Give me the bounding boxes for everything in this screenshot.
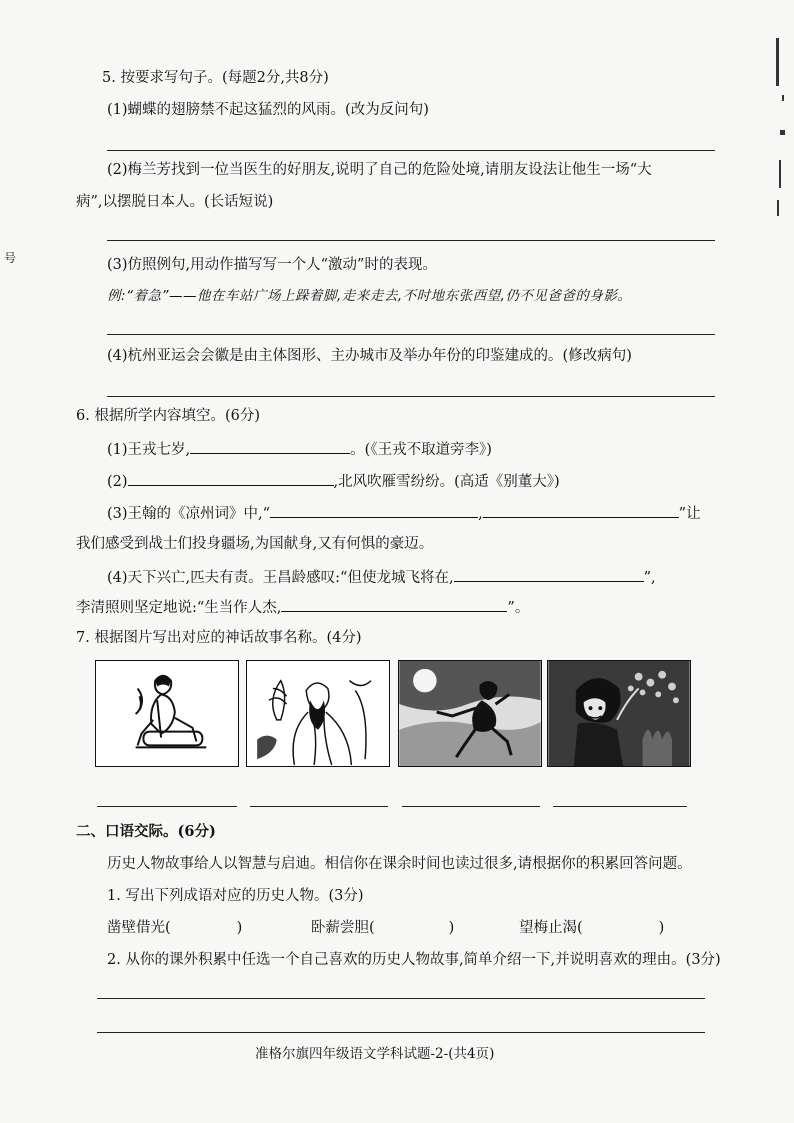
q6-l1-source: 。(《王戎不取道旁李》) bbox=[350, 442, 492, 458]
q6-l4d-end: ”。 bbox=[507, 600, 530, 616]
q5-title: 5. 按要求写句子。(每题2分,共8分) bbox=[102, 70, 329, 86]
right-margin-mark bbox=[779, 160, 781, 188]
blank[interactable] bbox=[454, 566, 644, 582]
q5-item-4: (4)杭州亚运会会徽是由主体图形、主办城市及举办年份的印鉴建成的。(修改病句) bbox=[107, 348, 632, 364]
blank[interactable] bbox=[270, 502, 478, 518]
section2-q2: 2. 从你的课外积累中任选一个自己喜欢的历史人物故事,简单介绍一下,并说明喜欢的理由。(3分) bbox=[107, 952, 721, 968]
q6-l3-end: ”让 bbox=[678, 506, 701, 522]
idiom-2-text: 卧薪尝胆( bbox=[311, 920, 375, 936]
q6-l3-text: (3)王翰的《凉州词》中,“ bbox=[107, 506, 271, 522]
picture-shennong-herbs bbox=[246, 660, 390, 767]
answer-line[interactable] bbox=[107, 396, 715, 397]
q6-title: 6. 根据所学内容填空。(6分) bbox=[76, 408, 260, 424]
picture-kuafu-chasing-sun bbox=[398, 660, 542, 767]
answer-line[interactable] bbox=[107, 240, 715, 241]
answer-line[interactable] bbox=[107, 334, 715, 335]
q6-line-4-cont bbox=[76, 596, 529, 618]
section2-title: 二、口语交际。(6分) bbox=[76, 823, 216, 840]
answer-line-picture-2[interactable] bbox=[250, 806, 388, 807]
idiom-1-close: ) bbox=[236, 920, 243, 936]
q6-l4c-text: 李清照则坚定地说:“生当作人杰, bbox=[76, 600, 282, 616]
right-margin-mark bbox=[776, 38, 779, 86]
q6-l2-source: ,北风吹雁雪纷纷。(高适《别董大》) bbox=[333, 474, 560, 490]
q6-l1-text: (1)王戎七岁, bbox=[107, 442, 191, 458]
q6-l4-end: ”, bbox=[643, 570, 656, 586]
margin-char: 号 bbox=[4, 251, 17, 265]
blank[interactable] bbox=[128, 470, 334, 486]
right-margin-mark bbox=[780, 130, 785, 135]
answer-line[interactable] bbox=[107, 150, 715, 151]
q5-item-2-cont: 病”,以摆脱日本人。(长话短说) bbox=[76, 194, 274, 210]
blank[interactable] bbox=[281, 596, 507, 612]
right-margin-mark bbox=[782, 95, 784, 101]
answer-line-picture-4[interactable] bbox=[553, 806, 687, 807]
q7-title: 7. 根据图片写出对应的神话故事名称。(4分) bbox=[76, 630, 362, 646]
idiom-2-close: ) bbox=[448, 920, 455, 936]
q6-line-1 bbox=[107, 438, 492, 460]
answer-line-picture-1[interactable] bbox=[97, 806, 237, 807]
q6-line-3-cont: 我们感受到战士们投身疆场,为国献身,又有何惧的豪迈。 bbox=[76, 536, 434, 552]
answer-line-picture-3[interactable] bbox=[402, 806, 540, 807]
blank[interactable] bbox=[483, 502, 679, 518]
picture-man-drilling-wood bbox=[95, 660, 239, 767]
q5-item-1: (1)蝴蝶的翅膀禁不起这猛烈的风雨。(改为反问句) bbox=[107, 102, 429, 118]
answer-line[interactable] bbox=[97, 1032, 705, 1033]
idiom-3-close: ) bbox=[658, 920, 665, 936]
q5-item-2: (2)梅兰芳找到一位当医生的好朋友,说明了自己的危险处境,请朋友设法让他生一场“大 bbox=[107, 162, 652, 178]
idiom-3 bbox=[519, 918, 664, 938]
q6-l4-text: (4)天下兴亡,匹夫有责。王昌龄感叹:“但使龙城飞将在, bbox=[107, 570, 454, 586]
picture-nuwa-mending-sky bbox=[547, 660, 691, 767]
idiom-3-text: 望梅止渴( bbox=[519, 920, 583, 936]
right-margin-mark bbox=[777, 200, 779, 216]
page-footer: 准格尔旗四年级语文学科试题-2-(共4页) bbox=[255, 1046, 495, 1062]
q6-l2-text: (2) bbox=[107, 474, 128, 490]
answer-line[interactable] bbox=[97, 998, 705, 999]
idiom-1 bbox=[107, 918, 242, 938]
q6-line-3 bbox=[107, 502, 701, 524]
q5-example: 例:“着急”——他在车站广场上跺着脚,走来走去,不时地东张西望,仍不见爸爸的身影。 bbox=[107, 288, 632, 304]
q6-line-4 bbox=[107, 566, 656, 588]
section2-intro: 历史人物故事给人以智慧与启迪。相信你在课余时间也读过很多,请根据你的积累回答问题。 bbox=[107, 856, 692, 872]
idiom-1-text: 凿壁借光( bbox=[107, 920, 171, 936]
q6-l3-comma: , bbox=[478, 506, 483, 522]
q6-line-2 bbox=[107, 470, 560, 492]
q5-item-3: (3)仿照例句,用动作描写写一个人“激动”时的表现。 bbox=[107, 257, 437, 273]
section2-q1: 1. 写出下列成语对应的历史人物。(3分) bbox=[107, 888, 364, 904]
blank[interactable] bbox=[190, 438, 350, 454]
idiom-2 bbox=[311, 918, 454, 938]
